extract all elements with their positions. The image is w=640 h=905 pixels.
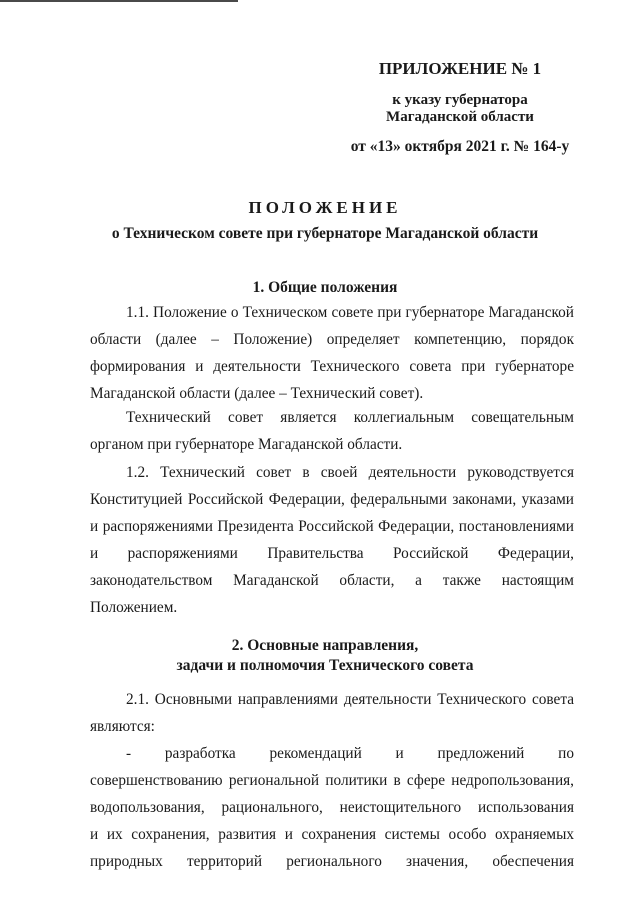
paragraph-line: и их сохранения, развития и сохранения системы особо охраняемых	[90, 826, 574, 843]
paragraph-line: органом при губернаторе Магаданской области.	[90, 436, 403, 453]
paragraph-line: 2.1. Основными направлениями деятельности Технического совета	[126, 691, 574, 708]
paragraph-line: совершенствованию региональной политики в сфере недропользования,	[90, 772, 574, 789]
list-item-development	[90, 740, 574, 875]
document-subtitle: о Техническом совете при губернаторе Магаданской области	[111, 225, 539, 242]
top-rule	[0, 0, 238, 2]
document-title: ПОЛОЖЕНИЕ	[248, 198, 402, 217]
paragraph-line: 1.1. Положение о Техническом совете при губернаторе Магаданской	[126, 304, 574, 321]
annex-region-line: Магаданской области	[386, 109, 534, 125]
paragraph-line: являются:	[90, 718, 155, 735]
annex-date: от «13» октября 2021 г. № 164-у	[350, 138, 570, 155]
paragraph-2-1	[90, 686, 574, 740]
section-2-heading-line-1: 2. Основные направления,	[231, 637, 419, 654]
paragraph-line: - разработка рекомендаций и предложений по	[126, 745, 574, 762]
paragraph-council-definition	[90, 404, 574, 458]
paragraph-line: области (далее – Положение) определяет компетенцию, порядок	[90, 331, 574, 348]
paragraph-1-2	[90, 459, 574, 621]
paragraph-line: природных территорий регионального значения, обеспечения	[90, 853, 574, 870]
paragraph-line: и распоряжениями Правительства Российской Федерации,	[90, 545, 574, 562]
paragraph-line: 1.2. Технический совет в своей деятельности руководствуется	[126, 464, 574, 481]
paragraph-line: Магаданской области (далее – Технический совет).	[90, 385, 424, 402]
section-2-heading-line-2: задачи и полномочия Технического совета	[176, 657, 474, 674]
section-1-heading: 1. Общие положения	[252, 279, 398, 296]
paragraph-line: Конституцией Российской Федерации, федеральными законами, указами	[90, 491, 574, 508]
paragraph-1-1	[90, 299, 574, 407]
paragraph-line: формирования и деятельности Технического совета при губернаторе	[90, 358, 574, 375]
annex-decree-line: к указу губернатора	[392, 92, 528, 108]
paragraph-line: и распоряжениями Президента Российской Федерации, постановлениями	[90, 518, 574, 535]
paragraph-line: законодательством Магаданской области, а также настоящим	[90, 572, 574, 589]
paragraph-line: Положением.	[90, 599, 178, 616]
annex-title: ПРИЛОЖЕНИЕ № 1	[378, 59, 542, 78]
paragraph-line: водопользования, рационального, неистощительного использования	[90, 799, 574, 816]
paragraph-line: Технический совет является коллегиальным совещательным	[126, 409, 574, 426]
